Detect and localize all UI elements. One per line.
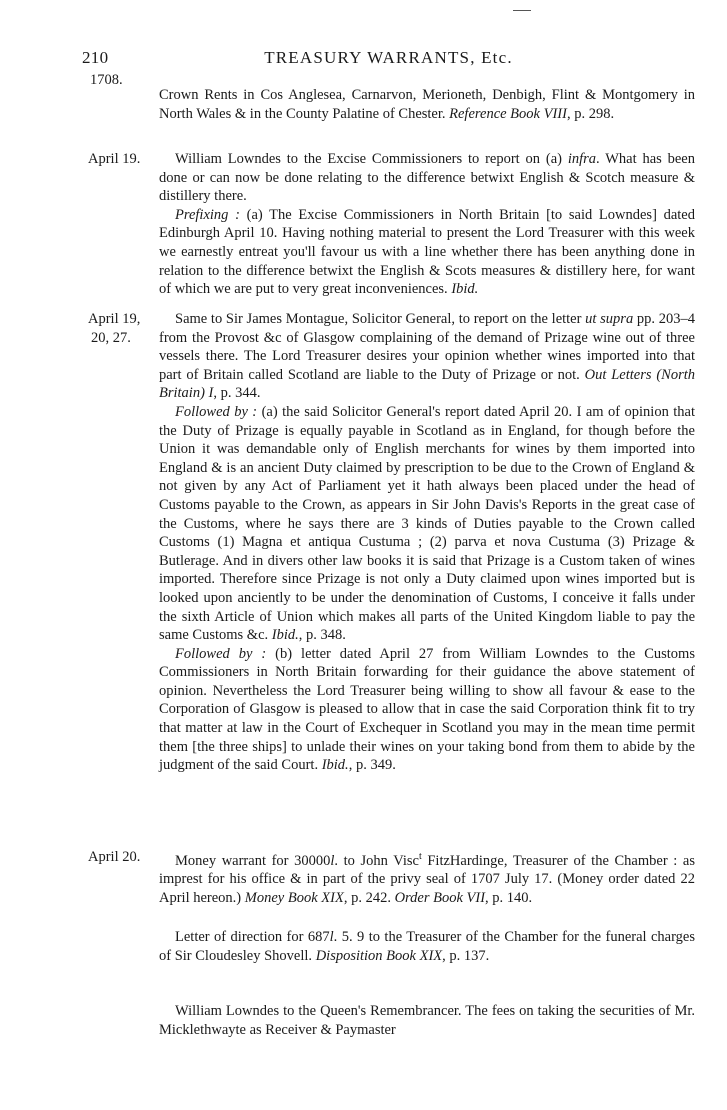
text-run: William Lowndes to the Excise Commissioners to report on (a) (175, 151, 568, 167)
entry-paragraph (159, 86, 695, 123)
text-run: (a) The Excise Commissioners in North Britain [to said Lowndes] dated Edinburgh April 10. Having nothing material to present the Lord Treasurer with this week we earnestly entreat you'll favour us with a line whether there has been anything done in relation to the difference betwixt the English & Scots measures & distillery here, for want of which we are put to very great inconveniences. (159, 206, 695, 298)
currency-mark: l (330, 852, 335, 869)
text-run: , p. 348. (298, 627, 346, 644)
date-line: April 19, (88, 311, 141, 327)
text-run: , p. 242. (343, 890, 395, 907)
entry-paragraph (159, 403, 695, 645)
text-run: , p. 137. (442, 947, 490, 964)
superscript: t (418, 851, 422, 862)
reference-citation: Disposition Book XIX (315, 947, 443, 964)
text-run: pp. 203–4 from the Provost &c of Glasgow complaining of the demand of Prizage wine out of three vessels there. The Lord Treasurer desires your opinion whether wines imported into that part of Britain called Scotland are liable to the Duty of Prizage or not. (159, 311, 696, 383)
paragraph-lead: Prefixing : (175, 206, 240, 223)
entry-paragraph (159, 645, 695, 775)
text-run: , p. 140. (485, 890, 533, 907)
entry-body (159, 1002, 695, 1039)
text-run: Same to Sir James Montague, Solicitor General, to report on the letter (175, 311, 586, 327)
reference-citation: Ibid. (271, 627, 299, 644)
currency-mark: l (329, 929, 334, 945)
text-run: Crown Rents in Cos Anglesea, Carnarvon, Merioneth, Denbigh, Flint & Montgomery in North Wales & in the County Palatine of Chester. (159, 87, 695, 122)
text-run: , p. 349. (348, 757, 396, 774)
entry-body (159, 150, 695, 299)
text-run: William Lowndes to the Queen's Remembrancer. The fees on taking the securities of Mr. Micklethwayte as Receiver & Paymaster (159, 1003, 695, 1038)
year-margin-note: 1708. (90, 72, 123, 88)
print-mark (513, 10, 531, 11)
entry-body (159, 928, 695, 965)
entry-paragraph (159, 150, 695, 206)
entry-paragraph (159, 310, 695, 403)
entry-date: April 19. (88, 151, 141, 167)
text-run: , p. 298. (566, 105, 615, 122)
entry-date (88, 310, 140, 347)
text-run: Letter of direction for 687 (175, 929, 330, 945)
running-title: TREASURY WARRANTS, Etc. (264, 48, 513, 67)
reference-citation: Money Book XIX (244, 890, 344, 907)
text-run: (b) letter dated April 27 from William Lowndes to the Customs Commissioners in North Britain forwarding for their guidance the above statement of opinion. Nevertheless the Lord Treasurer being willing to show all favour & ease to the Corporation of Glasgow is pleased to allow that in case the said Corporation think fit to try that matter at law in the Court of Exchequer in Scotland you may in the mean time permit them [the three ships] to unlade their wines on your taking bond from them to abide by the judgment of the said Court. (159, 645, 695, 774)
entry-paragraph (159, 206, 695, 299)
reference-citation: Out Letters (North Britain) I (159, 366, 695, 402)
entry-paragraph (159, 1002, 695, 1039)
entry-body (159, 310, 695, 775)
text-run: . to John Visc (334, 852, 419, 869)
paragraph-lead: Followed by : (175, 645, 267, 662)
paragraph-lead: Followed by : (175, 403, 258, 420)
entry-body (159, 86, 695, 123)
text-run: (a) the said Solicitor General's report dated April 20. I am of opinion that the Duty of Prizage is equally payable in Scotland as in England, for though before the Union it was demandable only of English merchants for wines by them imported into England & is an ancient Duty claimed by prescription to be due to the Crown of England & not given by any Act of Parliament yet it hath always been placed under the head of Customs payable to the Crown, as appears in Sir John Davis's Reports in the great case of the Customs, where he says there are 3 kinds of Duties payable to the Crown called Customs (1) Magna et antiqua Custuma ; (2) parva et nova Custuma (3) Prizage & Butlerage. And in divers other law books it is said that Prizage is a Custom taken of wines imported. Therefore since Prizage is not only a Duty claimed upon wines imported but is looked upon anciently to be under the denomination of Customs, I conceive it falls under the sixth Article of Union which makes all parts of the United Kingdom liable to pay the same Customs &c. (159, 403, 695, 644)
reference-citation: Ibid. (321, 757, 349, 774)
text-run: . 5. 9 to the Treasurer of the Chamber for the funeral charges of Sir Cloudesley Shovell. (159, 929, 696, 964)
entry-date: April 20. (88, 849, 141, 865)
reference-citation: Ibid. (451, 281, 479, 298)
entry-body (159, 848, 695, 908)
italic-term: infra (567, 151, 597, 167)
text-run: , p. 344. (213, 385, 261, 402)
text-run: Money warrant for 30000 (175, 852, 331, 869)
page-number: 210 (82, 48, 109, 67)
text-run: FitzHardinge, Treasurer of the Chamber : as imprest for his office & in part of the privy seal of 1707 July 17. (Money order dated 22 April hereon.) (159, 852, 695, 907)
date-line: 20, 27. (91, 329, 131, 346)
italic-term: ut supra (585, 311, 634, 327)
reference-citation: Order Book VII (394, 890, 486, 907)
text-run: . What has been done or can now be done relating to the difference betwixt English & Scotch measure & distillery there. (159, 151, 695, 205)
page-header (82, 48, 695, 72)
entry-paragraph (159, 928, 695, 965)
reference-citation: Reference Book VIII (449, 105, 567, 122)
entry-paragraph (159, 848, 695, 908)
